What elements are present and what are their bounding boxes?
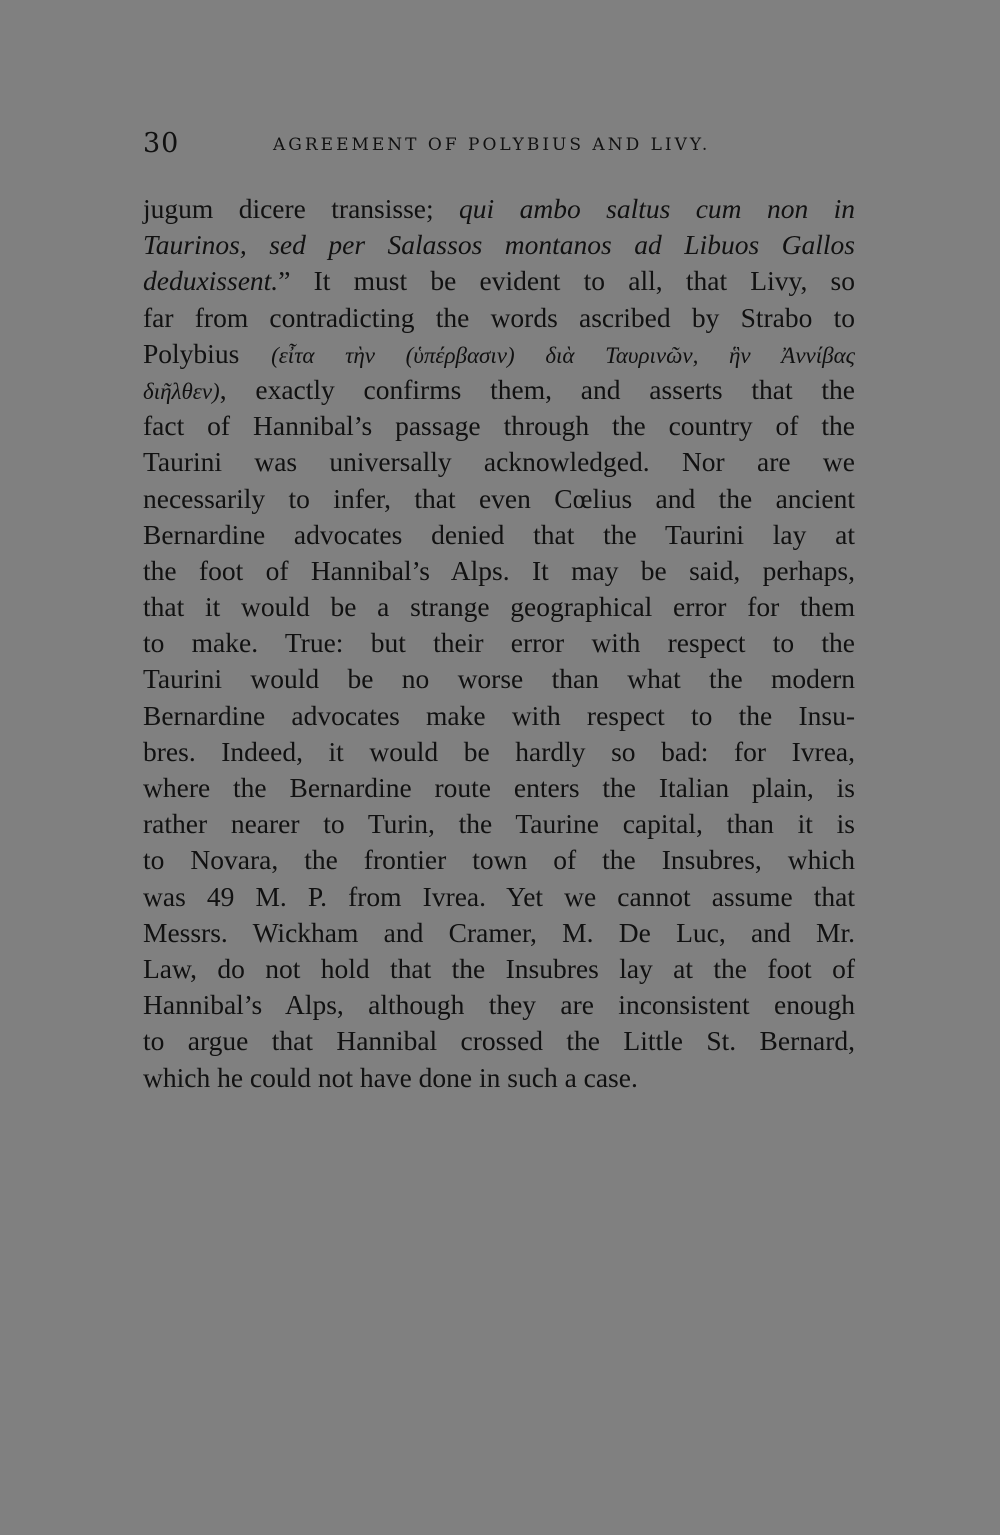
text-segment: rather nearer to Turin, the Taurine capital, than it is: [143, 808, 855, 840]
text-segment: to Novara, the frontier town of the Insubres, which: [143, 844, 855, 876]
text-segment: that it would be a strange geographical error for them: [143, 591, 855, 623]
text-segment: ” It must be evident to all, that Livy, so: [278, 265, 855, 297]
text-line: [143, 1060, 855, 1096]
text-line: [143, 300, 855, 336]
text-segment: to argue that Hannibal crossed the Little St. Bernard,: [143, 1025, 855, 1057]
text-line: [143, 1023, 855, 1059]
italic-latin-quote: qui ambo saltus cum non in: [459, 193, 856, 224]
italic-latin-quote: deduxissent.: [143, 265, 279, 297]
page-header: [143, 128, 855, 168]
text-line: [143, 915, 855, 951]
text-segment: Taurini would be no worse than what the modern: [143, 663, 855, 695]
text-segment: was 49 M. P. from Ivrea. Yet we cannot assume that: [143, 880, 855, 912]
greek-quote: διῆλθεν): [143, 378, 220, 404]
body-paragraph: [143, 191, 855, 1096]
text-segment: fact of Hannibal’s passage through the country of the: [143, 410, 855, 442]
text-line: [143, 227, 855, 263]
text-line: [143, 589, 855, 625]
text-segment: Messrs. Wickham and Cramer, M. De Luc, and Mr.: [143, 916, 855, 948]
text-line: [143, 444, 855, 480]
text-segment: jugum dicere transisse;: [143, 193, 460, 224]
text-line: [143, 553, 855, 589]
text-line: [143, 879, 855, 915]
text-line: [143, 842, 855, 878]
text-segment: Law, do not hold that the Insubres lay at the foot of: [143, 952, 855, 984]
text-line: [143, 372, 855, 408]
text-segment: the foot of Hannibal’s Alps. It may be said, perhaps,: [143, 554, 855, 586]
text-segment: Hannibal’s Alps, although they are inconsistent enough: [143, 989, 855, 1021]
text-line: [143, 481, 855, 517]
text-line: [143, 625, 855, 661]
text-line: [143, 987, 855, 1023]
text-segment: bres. Indeed, it would be hardly so bad: for Ivrea,: [143, 735, 855, 767]
text-line: [143, 698, 855, 734]
text-segment: to make. True: but their error with respect to the: [143, 627, 855, 659]
text-line: [143, 661, 855, 697]
text-segment: which he could not have done in such a case.: [143, 1061, 638, 1093]
text-line: [143, 806, 855, 842]
greek-quote: (εἶτα τὴν (ὑπέρβασιν) διὰ Ταυρινῶν, ἣν Ἀννίβας: [271, 342, 855, 368]
text-line: [143, 770, 855, 806]
text-segment: where the Bernardine route enters the Italian plain, is: [143, 772, 855, 803]
text-line: [143, 951, 855, 987]
text-segment: Bernardine advocates denied that the Taurini lay at: [143, 518, 855, 550]
text-line: [143, 191, 855, 227]
text-line: [143, 336, 855, 372]
text-segment: , exactly confirms them, and asserts that the: [219, 373, 855, 405]
italic-latin-quote: Taurinos, sed per Salassos montanos ad Libuos Gallos: [143, 229, 855, 261]
text-line: [143, 408, 855, 444]
running-head: AGREEMENT OF POLYBIUS AND LIVY.: [273, 135, 711, 155]
text-segment: Polybius: [143, 337, 272, 369]
text-segment: Bernardine advocates make with respect to the Insu-: [143, 699, 855, 731]
text-line: [143, 263, 855, 299]
text-segment: necessarily to infer, that even Cœlius and the ancient: [143, 482, 855, 514]
page-number: 30: [143, 128, 180, 159]
text-segment: far from contradicting the words ascribed by Strabo to: [143, 301, 855, 333]
text-segment: Taurini was universally acknowledged. Nor are we: [143, 446, 855, 478]
text-line: [143, 734, 855, 770]
text-line: [143, 517, 855, 553]
